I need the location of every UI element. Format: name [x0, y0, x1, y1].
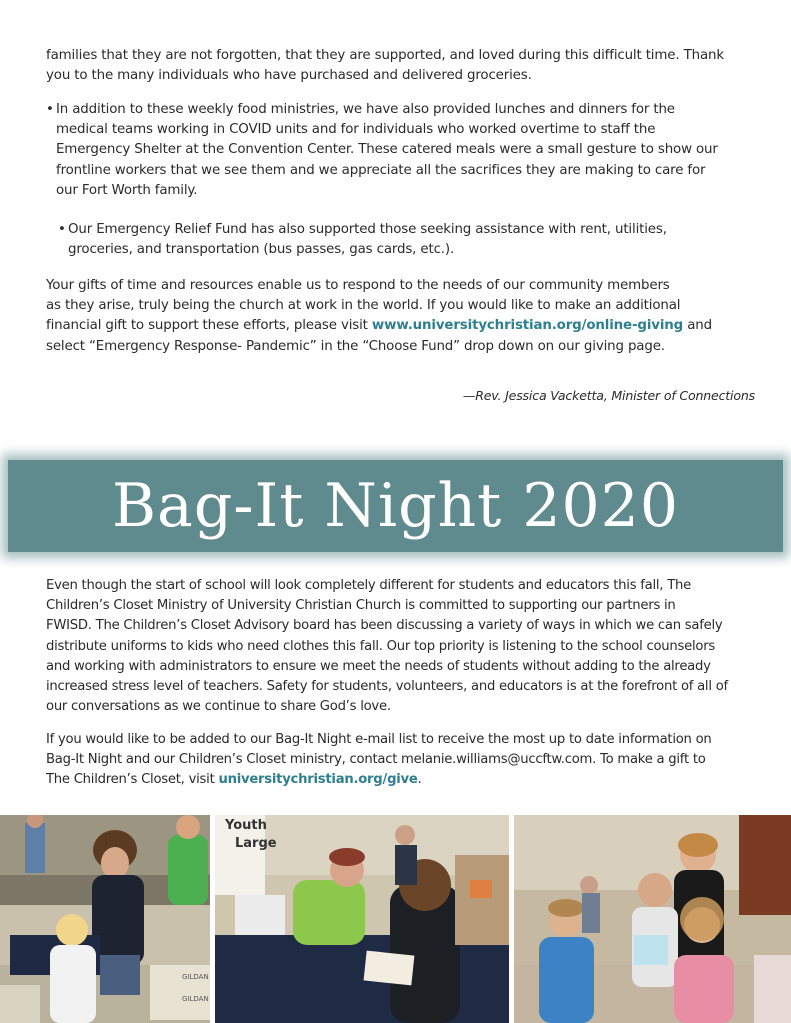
contact-line: Bag-It Night and our Children’s Closet ministry, contact melanie.williams@uccftw.com. To make a gift to	[46, 752, 706, 768]
box-label: GILDAN	[182, 995, 209, 1003]
online-giving-link[interactable]: www.universitychristian.org/online-giving	[371, 318, 684, 334]
bullet-dot-icon: •	[58, 222, 66, 237]
bagit-line: increased stress level of teachers. Safety for students, volunteers, and educators is at the forefront of all of	[46, 679, 728, 695]
bagit-line: distribute uniforms to kids who need clothes this fall. Our top priority is listening to the school counselors	[46, 638, 716, 654]
photo-youth-large-table	[215, 815, 509, 1023]
gifts-line: financial gift to support these efforts, please visit www.universitychristian.org/online-giving and	[46, 318, 712, 334]
box-label: GILDAN	[182, 973, 209, 981]
bullet-line: Emergency Shelter at the Convention Center. These catered meals were a small gesture to show our	[56, 142, 718, 158]
photo-kids-with-bags	[514, 815, 791, 1023]
bullet-dot-icon: •	[46, 102, 54, 117]
signature: —Rev. Jessica Vacketta, Minister of Connections	[462, 388, 755, 403]
gifts-line: Your gifts of time and resources enable us to respond to the needs of our community members	[46, 278, 670, 293]
bagit-line: Even though the start of school will look completely different for students and educators this fall, The	[46, 578, 691, 593]
bullet-line: frontline workers that we see them and we appreciate all the sacrifices they are making to care for	[56, 162, 706, 178]
intro-line: you to the many individuals who have purchased and delivered groceries.	[46, 68, 532, 84]
bagit-line: Children’s Closet Ministry of University Christian Church is committed to supporting our partners in	[46, 598, 676, 614]
bagit-line: our conversations as we continue to share God’s love.	[46, 699, 391, 715]
bagit-line: FWISD. The Children’s Closet Advisory board has been discussing a variety of ways in which we can safely	[46, 618, 723, 634]
intro-line: families that they are not forgotten, that they are supported, and loved during this difficult time. Thank	[46, 48, 724, 63]
sign-text: Large	[235, 836, 277, 851]
bullet-relief-fund	[58, 220, 758, 260]
bullet-line: our Fort Worth family.	[56, 182, 198, 198]
bagit-paragraph	[46, 576, 758, 717]
photo-volunteers-sorting	[0, 815, 210, 1023]
bagit-line: and working with administrators to ensure we meet the needs of students without adding to the already	[46, 658, 711, 674]
gifts-line: select “Emergency Response- Pandemic” in the “Choose Fund” drop down on our giving page.	[46, 338, 665, 354]
contact-line: The Children’s Closet, visit universitychristian.org/give.	[46, 772, 422, 788]
contact-paragraph	[46, 730, 758, 791]
sign-text: Youth	[225, 818, 267, 833]
bullet-line: medical teams working in COVID units and for individuals who worked overtime to staff the	[56, 122, 656, 138]
contact-line: If you would like to be added to our Bag-It Night e-mail list to receive the most up to date information on	[46, 732, 712, 747]
bullet-lunches	[46, 100, 761, 201]
gifts-paragraph	[46, 276, 758, 357]
gifts-line: as they arise, truly being the church at work in the world. If you would like to make an additional	[46, 298, 681, 314]
give-link[interactable]: universitychristian.org/give	[218, 772, 418, 788]
intro-paragraph	[46, 46, 758, 86]
page-title: Bag-It Night 2020	[111, 471, 680, 541]
bullet-line: Our Emergency Relief Fund has also supported those seeking assistance with rent, utilities,	[68, 222, 667, 237]
bullet-line: In addition to these weekly food ministries, we have also provided lunches and dinners for the	[56, 102, 675, 117]
bullet-line: groceries, and transportation (bus passes, gas cards, etc.).	[68, 242, 455, 258]
